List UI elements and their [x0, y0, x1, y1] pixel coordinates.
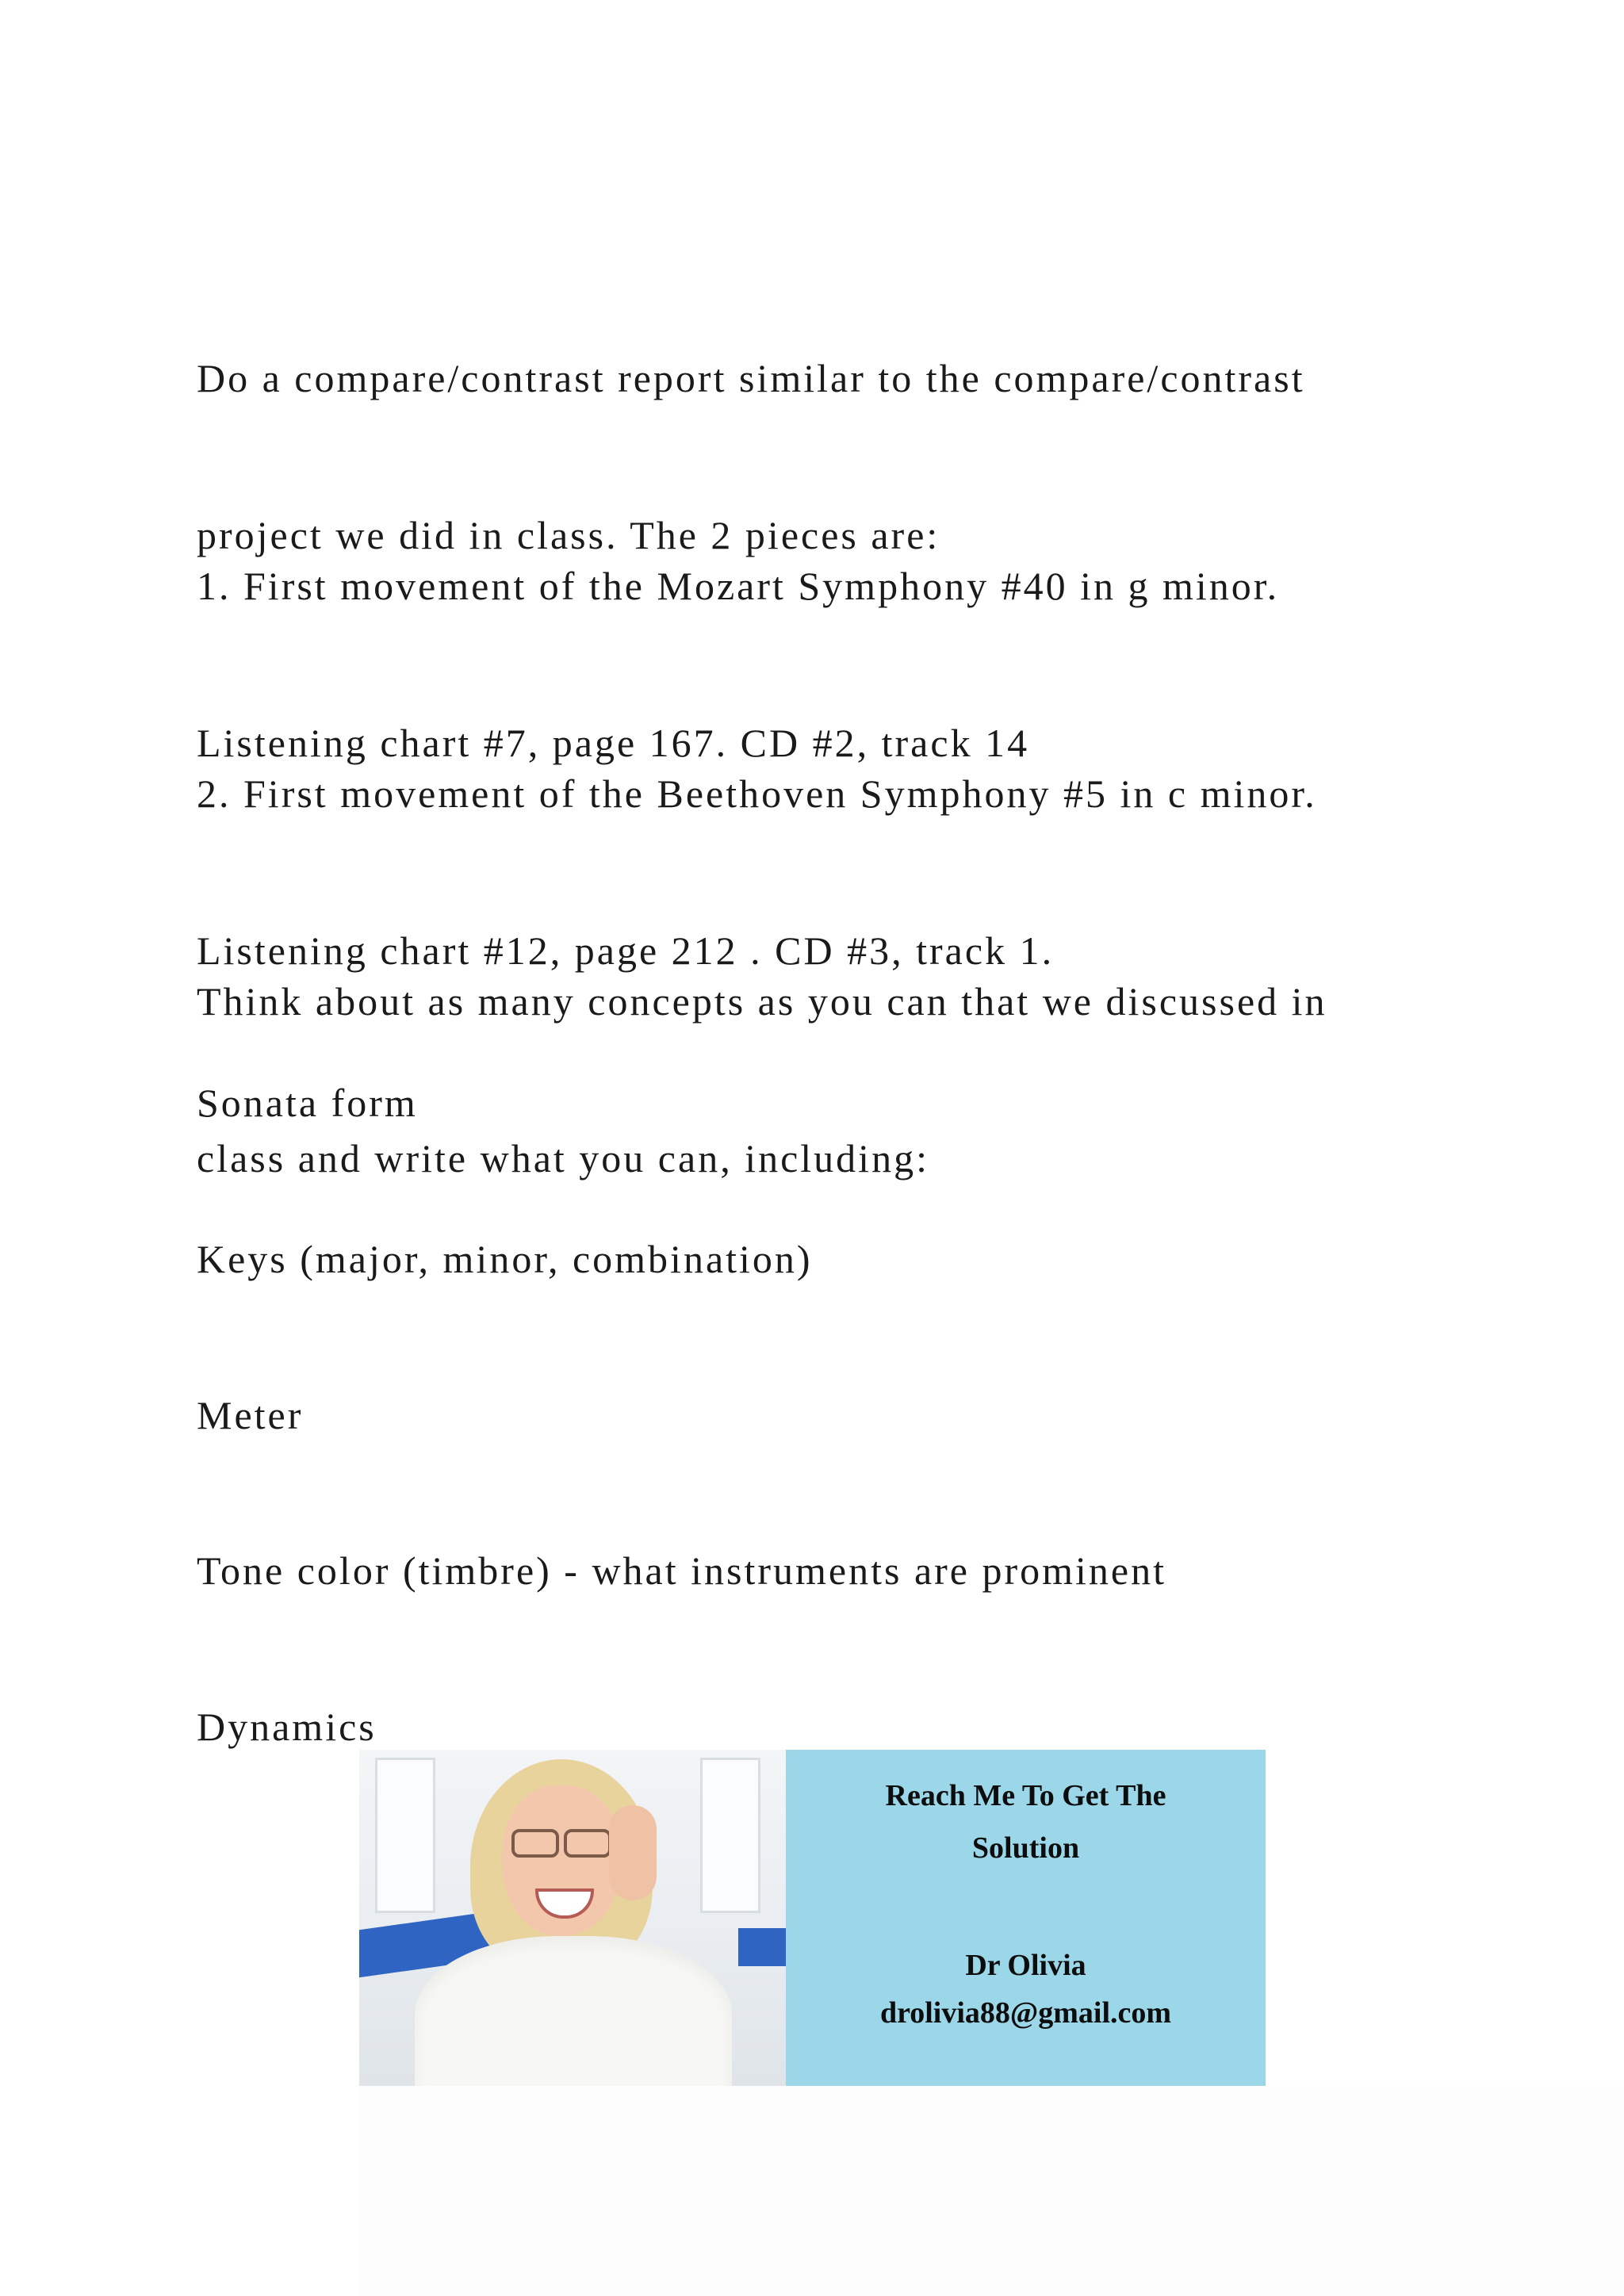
- contact-panel: [786, 1750, 1266, 2086]
- contact-banner[interactable]: [359, 1750, 1266, 2086]
- concepts-line-1: Think about as many concepts as you can that we discussed in: [197, 979, 1327, 1024]
- cta-heading-line-2: Solution: [971, 1831, 1080, 1865]
- intro-line-1: Do a compare/contrast report similar to the compare/contrast: [197, 356, 1305, 400]
- glasses-icon: [511, 1829, 611, 1853]
- intro-line-2: project we did in class. The 2 pieces are:: [197, 513, 940, 557]
- background-blue-object: [738, 1928, 786, 1966]
- background-window: [700, 1758, 760, 1913]
- piece-2-line-1: 2. First movement of the Beethoven Symphony #5 in c minor.: [197, 771, 1317, 816]
- concepts-line-2: class and write what you can, including:: [197, 1136, 929, 1181]
- contact-name: Dr Olivia: [965, 1949, 1086, 1982]
- contact-email[interactable]: drolivia88@gmail.com: [879, 1996, 1172, 2030]
- concept-dynamics: Dynamics: [197, 1705, 377, 1749]
- piece-1-line-2: Listening chart #7, page 167. CD #2, track 14: [197, 721, 1030, 765]
- concept-keys: Keys (major, minor, combination): [197, 1237, 813, 1281]
- concept-tone-color: Tone color (timbre) - what instruments are prominent: [197, 1548, 1167, 1593]
- person-hand: [609, 1805, 657, 1900]
- tutor-photo: [359, 1750, 786, 2086]
- concept-sonata-form: Sonata form: [197, 1081, 418, 1125]
- concept-meter: Meter: [197, 1393, 304, 1437]
- bottom-fade-area: [359, 2086, 1624, 2296]
- person-shirt: [415, 1936, 732, 2086]
- piece-2-line-2: Listening chart #12, page 212 . CD #3, track 1.: [197, 928, 1055, 973]
- background-window: [375, 1758, 435, 1913]
- cta-heading-line-1: Reach Me To Get The: [885, 1779, 1166, 1812]
- piece-1-line-1: 1. First movement of the Mozart Symphony #40 in g minor.: [197, 564, 1280, 608]
